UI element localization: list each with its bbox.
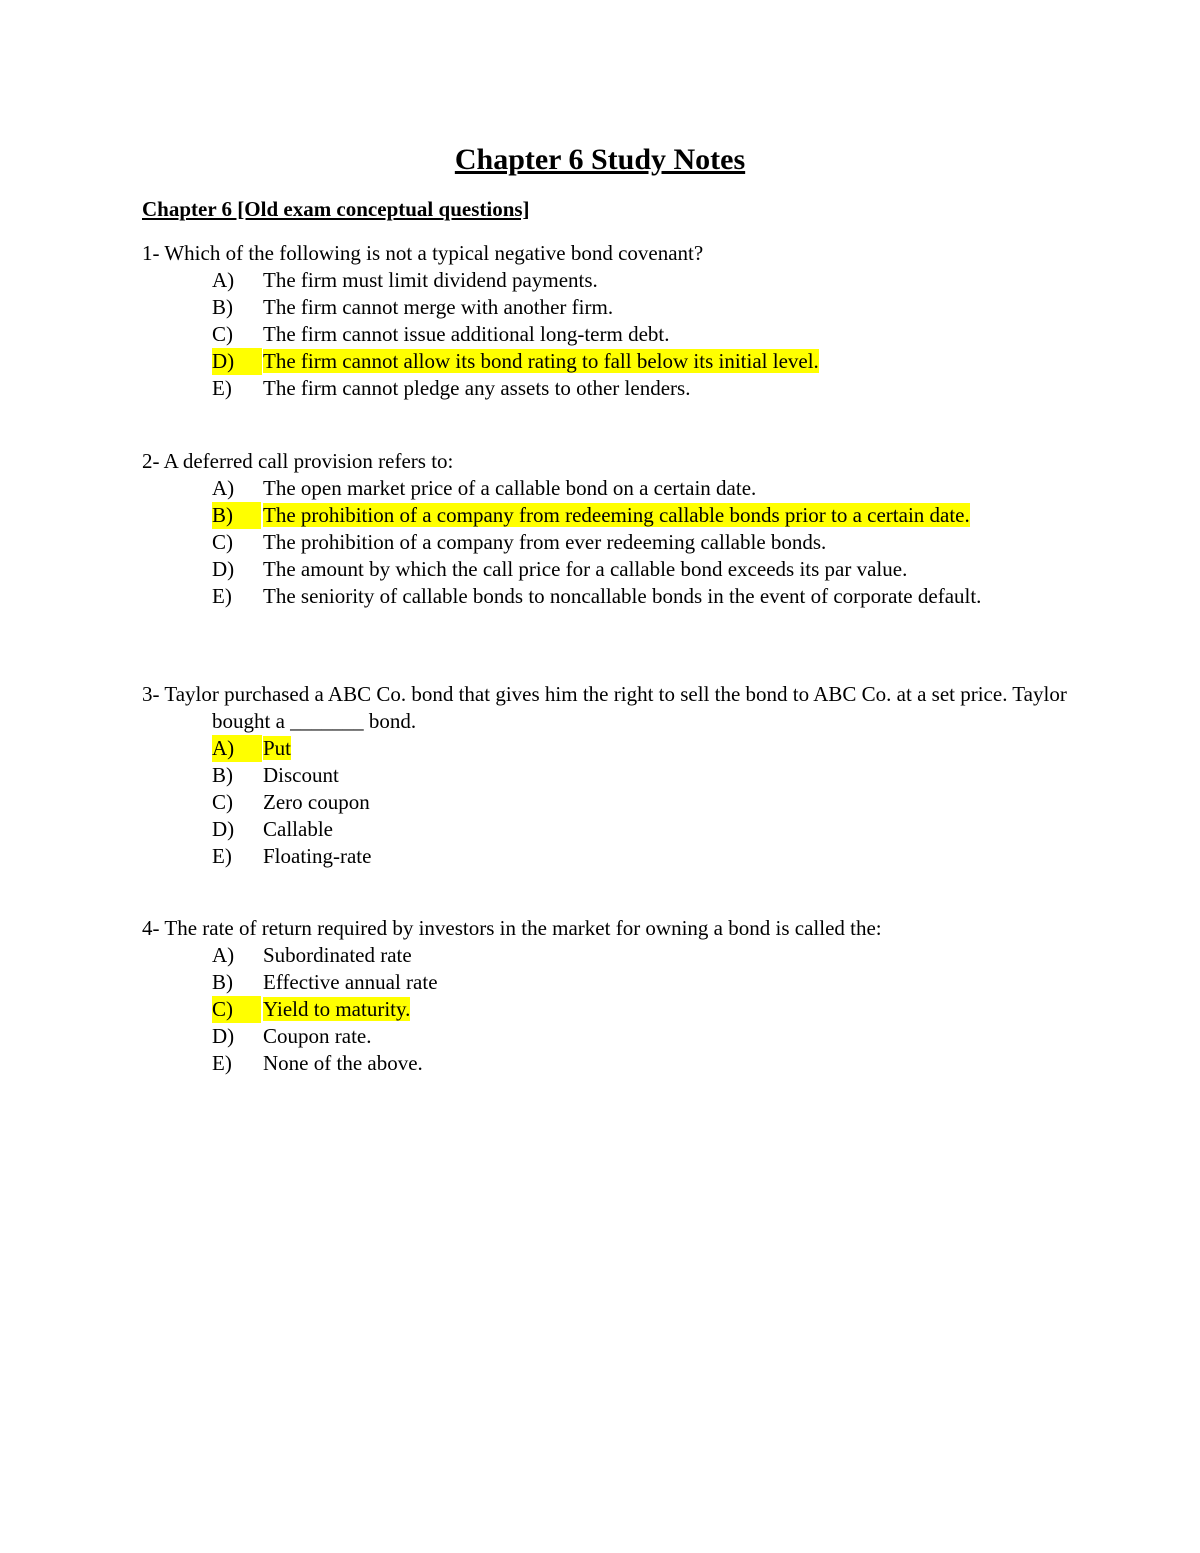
option-letter: D) — [212, 557, 235, 581]
option-text: Callable — [263, 817, 333, 841]
option-text: The seniority of callable bonds to noncallable bonds in the event of corporate default. — [263, 584, 982, 608]
answer-option-highlighted — [142, 502, 1072, 529]
question-stem: 2- A deferred call provision refers to: — [142, 449, 454, 473]
answer-option-highlighted — [142, 996, 1072, 1023]
option-text: The prohibition of a company from redeeming callable bonds prior to a certain date. — [263, 503, 970, 527]
answer-option — [142, 294, 1072, 321]
option-letter: B) — [212, 970, 233, 994]
option-letter: D) — [212, 817, 235, 841]
answer-option — [142, 789, 1072, 816]
option-text: Subordinated rate — [263, 943, 412, 967]
answer-option — [142, 556, 1072, 583]
answer-option — [142, 816, 1072, 843]
answer-option — [142, 583, 1072, 610]
question-3 — [142, 681, 1072, 870]
option-text: Coupon rate. — [263, 1024, 372, 1048]
option-letter: E) — [212, 376, 232, 400]
answer-options — [142, 475, 1072, 610]
option-text: Floating-rate — [263, 844, 372, 868]
answer-option — [142, 762, 1072, 789]
option-letter: A) — [212, 735, 262, 762]
page-title: Chapter 6 Study Notes — [454, 143, 746, 176]
option-text: The firm cannot merge with another firm. — [263, 295, 614, 319]
question-2 — [142, 448, 1072, 610]
option-text: The firm cannot allow its bond rating to fall below its initial level. — [263, 349, 819, 373]
answer-options — [142, 735, 1072, 870]
question-4 — [142, 915, 1072, 1077]
option-letter: C) — [212, 530, 233, 554]
answer-option — [142, 843, 1072, 870]
section-heading: Chapter 6 [Old exam conceptual questions] — [142, 197, 530, 221]
option-text: None of the above. — [263, 1051, 423, 1075]
option-text: The amount by which the call price for a callable bond exceeds its par value. — [263, 557, 908, 581]
answer-option-highlighted — [142, 348, 1072, 375]
option-letter: D) — [212, 348, 262, 375]
option-text: Discount — [263, 763, 339, 787]
question-stem: 1- Which of the following is not a typical negative bond covenant? — [142, 241, 704, 265]
question-1 — [142, 240, 1072, 402]
option-letter: E) — [212, 584, 232, 608]
question-stem: 4- The rate of return required by investors in the market for owning a bond is called the: — [142, 916, 882, 940]
answer-option — [142, 1050, 1072, 1077]
option-text: Yield to maturity. — [263, 997, 411, 1021]
option-letter: E) — [212, 1051, 232, 1075]
option-text: Zero coupon — [263, 790, 370, 814]
answer-option — [142, 375, 1072, 402]
answer-option — [142, 321, 1072, 348]
answer-options — [142, 267, 1072, 402]
answer-option — [142, 942, 1072, 969]
answer-option — [142, 267, 1072, 294]
option-letter: B) — [212, 295, 233, 319]
option-text: The firm cannot pledge any assets to other lenders. — [263, 376, 691, 400]
question-stem: 3- Taylor purchased a ABC Co. bond that gives him the right to sell the bond to ABC Co. at a set price. Taylor bought a _______ bond. — [142, 682, 1067, 733]
option-letter: D) — [212, 1024, 235, 1048]
option-letter: C) — [212, 322, 233, 346]
option-text: The firm cannot issue additional long-term debt. — [263, 322, 670, 346]
option-letter: C) — [212, 996, 261, 1023]
answer-options — [142, 942, 1072, 1077]
option-letter: A) — [212, 268, 235, 292]
answer-option — [142, 969, 1072, 996]
answer-option — [142, 529, 1072, 556]
option-letter: E) — [212, 844, 232, 868]
option-text: Put — [263, 736, 292, 760]
option-letter: B) — [212, 502, 261, 529]
option-text: The open market price of a callable bond on a certain date. — [263, 476, 757, 500]
option-text: The prohibition of a company from ever redeeming callable bonds. — [263, 530, 827, 554]
answer-option-highlighted — [142, 735, 1072, 762]
option-letter: A) — [212, 476, 235, 500]
answer-option — [142, 475, 1072, 502]
option-letter: A) — [212, 943, 235, 967]
answer-option — [142, 1023, 1072, 1050]
option-letter: C) — [212, 790, 233, 814]
option-text: The firm must limit dividend payments. — [263, 268, 598, 292]
option-letter: B) — [212, 763, 233, 787]
option-text: Effective annual rate — [263, 970, 438, 994]
